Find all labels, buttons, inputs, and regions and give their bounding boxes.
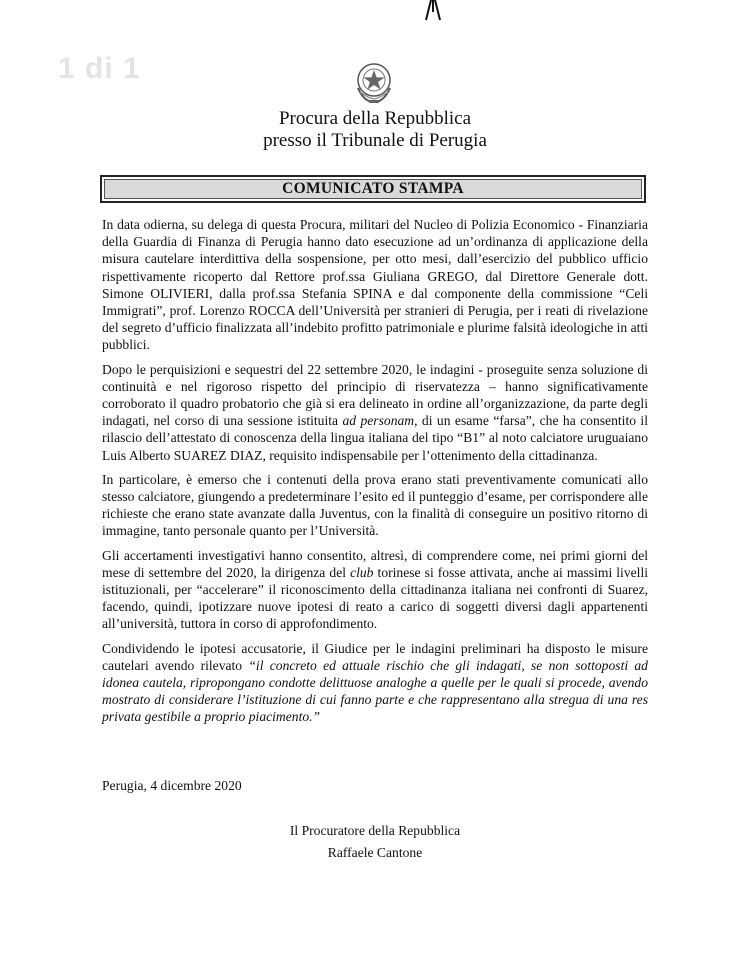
- document-date: Perugia, 4 dicembre 2020: [102, 778, 242, 793]
- page-indicator: 1 di 1: [58, 52, 141, 85]
- signature-name: Raffaele Cantone: [327, 845, 423, 860]
- paragraph-2-text-a: Dopo le perquisizioni e sequestri del 22 settembre 2020, le indagini - proseguite senza soluzione di continuità e nel rigoroso rispetto del principio di riservatezza – hanno significativamente corroborato il quadro probatorio che già si era delineato in ordine all’organizzazione, da parte degli indagati, nel corso di una sessione istituita: [102, 361, 648, 429]
- paragraph-2-italic: ad personam: [342, 413, 415, 429]
- office-header: [0, 108, 750, 152]
- paragraph-4: [102, 547, 648, 633]
- paragraph-4-text-a: Gli accertamenti investigativi hanno consentito, altresì, di comprendere come, nei primi giorni del mese di settembre del 2020, la dirigenza del: [102, 547, 648, 580]
- paragraph-1: In data odierna, su delega di questa Procura, militari del Nucleo di Polizia Economico - Finanziaria della Guardia di Finanza di Perugia hanno dato esecuzione ad un’ordinanza di applicazione della misura cautelare interdittiva della sospensione, per otto mesi, dall’esercizio del pubblico ufficio rispettivamente ricoperto dal Rettore prof.ssa Giuliana GREGO, dal Direttore Generale dott. Simone OLIVIERI, dalla prof.ssa Stefania SPINA e dal componente della commissione “Celi Immigrati”, prof. Lorenzo ROCCA dell’Università per stranieri di Perugia, per i reati di rivelazione del segreto d’ufficio finalizzata all’indebito profitto patrimoniale e plurime falsità ideologiche in atti pubblici.: [102, 217, 648, 353]
- paragraph-4-italic: club: [350, 564, 374, 580]
- press-release-body: [102, 216, 648, 733]
- paragraph-5: [102, 640, 648, 726]
- signature-role: Il Procuratore della Repubblica: [289, 823, 461, 838]
- signature-block: [0, 820, 750, 864]
- scanner-mark-icon: [418, 0, 448, 22]
- header-line-2: presso il Tribunale di Perugia: [263, 130, 487, 151]
- paragraph-5-text-a: Condividendo le ipotesi accusatorie, il Giudice per le indagini preliminari ha disposto le misure cautelari avendo rilevato: [102, 640, 648, 673]
- document-title: COMUNICATO STAMPA: [282, 180, 464, 197]
- title-box: [100, 175, 646, 203]
- italian-republic-emblem-icon: [350, 58, 398, 106]
- paragraph-4-text-b: torinese si fosse attivata, anche ai massimi livelli istituzionali, per “accelerare” il riconoscimento della cittadinanza italiana nei confronti di Suarez, facendo, quindi, ipotizzare nuove ipotesi di reato a carico di soggetti diversi dagli appartenenti all’università, tuttora in corso di approfondimento.: [102, 564, 648, 632]
- paragraph-5-quote: “il concreto ed attuale rischio che gli indagati, se non sottoposti ad idonea cautela, ripropongano condotte delittuose analoghe a quelle per le quali si procede, avendo mostrato di considerare l’istituzione di cui fanno parte e che rappresentano alla stregua di una res privata gestibile a proprio piacimento.”: [102, 657, 648, 725]
- paragraph-2-text-b: , di un esame “farsa”, che ha consentito il rilascio dell’attestato di conoscenza della lingua italiana del tipo “B1” al noto calciatore uruguaiano Luis Alberto SUAREZ DIAZ, requisito indispensabile per l’ottenimento della cittadinanza.: [102, 413, 648, 463]
- paragraph-2: [102, 361, 648, 464]
- paragraph-3: In particolare, è emerso che i contenuti della prova erano stati preventivamente comunicati allo stesso calciatore, giungendo a predeterminare l’esito ed il punteggio d’esame, per corrispondere alle richieste che erano state avanzate dalla Juventus, con la finalità di conseguire un positivo ritorno di immagine, tanto personale quanto per l’Università.: [102, 471, 648, 539]
- header-line-1: Procura della Repubblica: [278, 108, 472, 129]
